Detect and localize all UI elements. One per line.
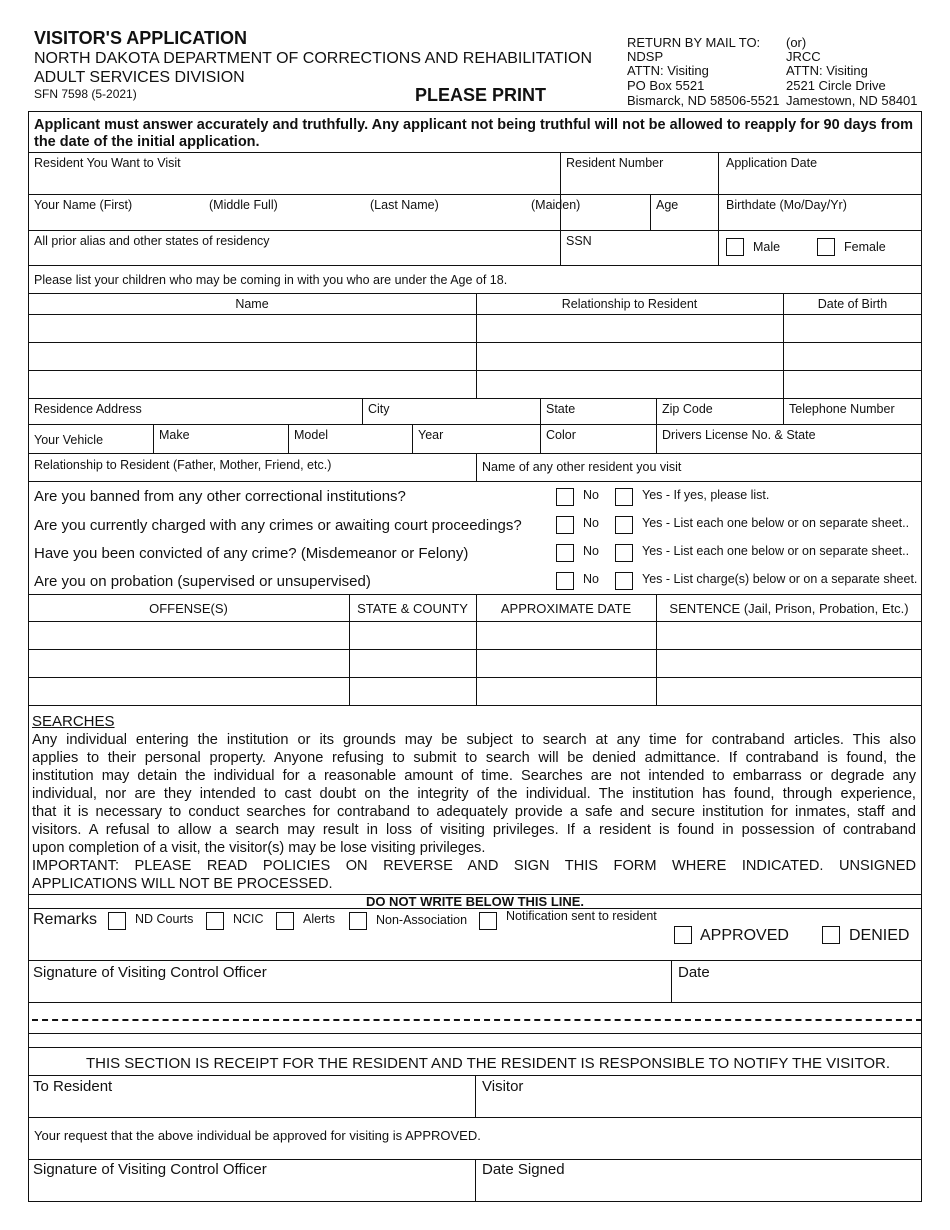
yes-label: Yes - If yes, please list. [642,488,770,502]
resident-visit-label: Resident You Want to Visit [34,156,181,170]
cut-line [32,1019,922,1021]
alerts-label: Alerts [303,912,335,926]
offense-header: OFFENSE(S) [149,601,228,616]
no-label: No [583,488,599,502]
searches-body [32,731,916,893]
nd-courts-checkbox[interactable] [108,912,126,930]
ssn-label: SSN [566,234,592,248]
address1-line: ATTN: Visiting [627,63,709,78]
address1-line: Bismarck, ND 58506-5521 [627,93,780,108]
receipt-heading: THIS SECTION IS RECEIPT FOR THE RESIDENT AND THE RESIDENT IS RESPONSIBLE TO NOTIFY THE VISITOR. [85,1055,891,1072]
mail-label: RETURN BY MAIL TO: [627,35,761,50]
probation-yes-checkbox[interactable] [615,572,633,590]
probation-no-checkbox[interactable] [556,572,574,590]
searches-line: upon completion of a visit, the visitor(s) may be lose visiting privileges. [32,840,486,856]
other-resident-label: Name of any other resident you visit [482,460,682,474]
female-label: Female [844,240,886,254]
searches-line: that it is necessary to conduct searches for contraband to adequately provide a safe and secure institution for inmates, staff and [32,804,916,820]
telephone-label: Telephone Number [789,402,895,416]
application-date-label: Application Date [726,156,818,170]
division-name: ADULT SERVICES DIVISION [34,69,245,86]
yes-label: Yes - List charge(s) below or on a separate sheet. [642,572,918,586]
male-checkbox[interactable] [726,238,744,256]
searches-line: IMPORTANT: PLEASE READ POLICIES ON REVERSE AND SIGN THIS FORM WHERE INDICATED. UNSIGNED [32,858,916,874]
zip-label: Zip Code [662,402,713,416]
resident-number-label: Resident Number [566,156,664,170]
notice-text: Applicant must answer accurately and truthfully. Any applicant not being truthful will not be allowed to reapply for 90 days from the date of the initial application. [34,117,913,150]
child-dob-header: Date of Birth [817,297,888,311]
maiden-label: (Maiden) [531,198,581,212]
sentence-header: SENTENCE (Jail, Prison, Probation, Etc.) [669,601,909,616]
child-name-header: Name [235,297,269,311]
question-convicted: Have you been convicted of any crime? (Misdemeanor or Felony) [34,545,469,562]
please-print: PLEASE PRINT [415,85,547,105]
no-label: No [583,516,599,530]
no-label: No [583,544,599,558]
color-label: Color [546,428,576,442]
address2-line: 2521 Circle Drive [786,78,886,93]
child-relationship-header: Relationship to Resident [561,297,698,311]
denied-checkbox[interactable] [822,926,840,944]
convicted-yes-checkbox[interactable] [615,544,633,562]
visitor-label: Visitor [482,1078,524,1095]
no-label: No [583,572,599,586]
question-charged: Are you currently charged with any crimes or awaiting court proceedings? [34,517,522,534]
alias-label: All prior alias and other states of residency [34,234,270,248]
charged-no-checkbox[interactable] [556,516,574,534]
date-signed-label: Date Signed [482,1161,565,1178]
residence-address-label: Residence Address [34,402,142,416]
address2-line: ATTN: Visiting [786,63,868,78]
model-label: Model [294,428,329,442]
address2-line: Jamestown, ND 58401 [786,93,918,108]
officer-date-label: Date [678,964,710,981]
address1-line: PO Box 5521 [627,78,705,93]
approx-date-header: APPROXIMATE DATE [500,601,632,616]
searches-line: institution may detain the individual for a reasonable amount of time. Searches are not intended to embarrass or degrade any [32,768,916,784]
non-association-label: Non-Association [376,913,468,927]
non-association-checkbox[interactable] [349,912,367,930]
birthdate-label: Birthdate (Mo/Day/Yr) [726,198,847,212]
charged-yes-checkbox[interactable] [615,516,633,534]
or-label: (or) [786,35,807,50]
alerts-checkbox[interactable] [276,912,294,930]
denied-label: DENIED [849,927,910,944]
approved-label: APPROVED [700,927,789,944]
state-label: State [546,402,576,416]
do-not-write: DO NOT WRITE BELOW THIS LINE. [365,894,585,909]
searches-title: SEARCHES [32,713,115,730]
form-number: SFN 7598 (5-2021) [34,87,137,101]
approved-text: Your request that the above individual be approved for visiting is APPROVED. [34,1128,481,1143]
last-name-label: (Last Name) [370,198,439,212]
banned-no-checkbox[interactable] [556,488,574,506]
question-banned: Are you banned from any other correctional institutions? [34,488,406,505]
searches-line: individual, nor are they intended to cast doubt on the integrity of the individual. The institution has found, through experience, [32,786,916,802]
address2-line: JRCC [786,49,821,64]
relationship-label: Relationship to Resident (Father, Mother, Friend, etc.) [34,458,332,472]
question-probation: Are you on probation (supervised or unsupervised) [34,573,371,590]
banned-yes-checkbox[interactable] [615,488,633,506]
children-note: Please list your children who may be coming in with you who are under the Age of 18. [34,273,508,287]
first-name-label: Your Name (First) [34,198,133,212]
make-label: Make [159,428,190,442]
vehicle-label: Your Vehicle [34,433,104,447]
nd-courts-label: ND Courts [135,912,194,926]
middle-name-label: (Middle Full) [209,198,278,212]
form-title: VISITOR'S APPLICATION [34,28,247,48]
address1-line: NDSP [627,49,664,64]
notification-checkbox[interactable] [479,912,497,930]
notification-label: Notification sent to resident [506,909,657,923]
searches-line: visitors. A refusal to allow a search may result in loss of visiting privileges. If a resident is found in possession of contraband [32,822,916,838]
searches-line: applies to their personal property. Anyone refusing to submit to search will be denied admittance. If contraband is found, the [32,750,916,766]
state-county-header: STATE & COUNTY [357,601,468,616]
age-label: Age [656,198,679,212]
remarks-label: Remarks [33,911,98,928]
female-checkbox[interactable] [817,238,835,256]
receipt-signature-label: Signature of Visiting Control Officer [33,1161,267,1178]
ncic-checkbox[interactable] [206,912,224,930]
searches-line: Any individual entering the institution or its grounds may be subject to search at any time for contraband articles. This also [32,732,916,748]
convicted-no-checkbox[interactable] [556,544,574,562]
year-label: Year [418,428,444,442]
department-name: NORTH DAKOTA DEPARTMENT OF CORRECTIONS AND REHABILITATION [34,50,592,67]
officer-signature-label: Signature of Visiting Control Officer [33,964,267,981]
male-label: Male [753,240,781,254]
yes-label: Yes - List each one below or on separate sheet.. [642,516,910,530]
ncic-label: NCIC [233,912,264,926]
license-label: Drivers License No. & State [662,428,816,442]
to-resident-label: To Resident [33,1078,113,1095]
searches-line: APPLICATIONS WILL NOT BE PROCESSED. [32,876,333,892]
approved-checkbox[interactable] [674,926,692,944]
city-label: City [368,402,390,416]
yes-label: Yes - List each one below or on separate sheet.. [642,544,910,558]
